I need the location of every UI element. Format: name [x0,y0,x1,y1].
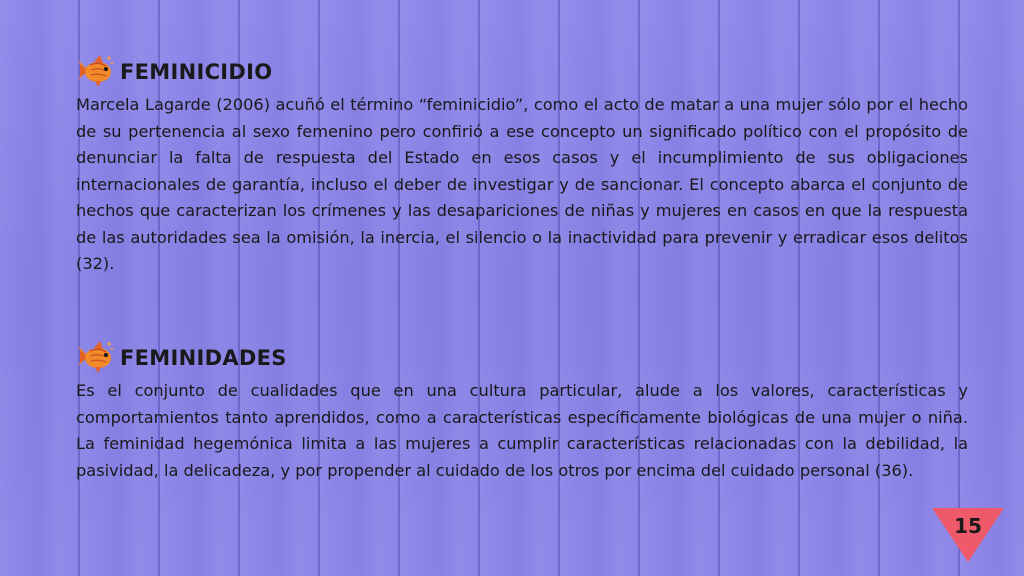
section-heading [76,338,968,378]
section-title: FEMINICIDIO [120,60,273,84]
section-feminicidio [76,52,968,278]
section-feminidades [76,338,968,484]
section-body: Marcela Lagarde (2006) acuñó el término “feminicidio”, como el acto de matar a una mujer sólo por el hecho de su pertenencia al sexo femenino pero confirió a ese concepto un significado político con el propósito de denunciar la falta de respuesta del Estado en esos casos y el incumplimiento de sus obligaciones internacionales de garantía, incluso el deber de investigar y de sancionar. El concepto abarca el conjunto de hechos que caracterizan los crímenes y las desapariciones de niñas y mujeres en casos en que la respuesta de las autoridades sea la omisión, la inercia, el silencio o la inactividad para prevenir y erradicar esos delitos (32). [76,95,968,273]
section-title: FEMINIDADES [120,346,287,370]
goldfish-icon [76,338,116,378]
goldfish-icon [76,52,116,92]
section-heading [76,52,968,92]
section-body: Es el conjunto de cualidades que en una cultura particular, alude a los valores, características y comportamientos tanto aprendidos, como a características específicamente biológicas de una mujer o niña. La feminidad hegemónica limita a las mujeres a cumplir características relacionadas con la debilidad, la pasividad, la delicadeza, y por propender al cuidado de los otros por encima del cuidado personal (36). [76,381,968,480]
page-number: 15 [954,514,982,538]
